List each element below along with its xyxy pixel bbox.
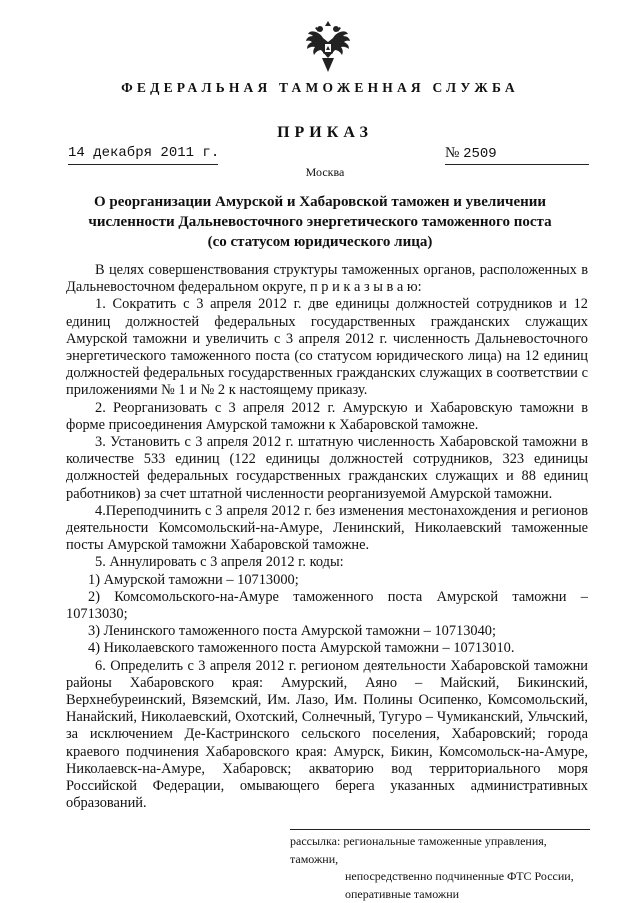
clause-5-item-2: 2) Комсомольского-на-Амуре таможенного поста Амурской таможни – 10713030; xyxy=(66,589,588,623)
title-line-1: О реорганизации Амурской и Хабаровской таможен и увеличении xyxy=(80,192,560,212)
distribution-divider xyxy=(290,829,590,830)
clause-1: 1. Сократить с 3 апреля 2012 г. две единицы должностей сотрудников и 12 единиц должностей федеральных государственных гражданских служащих Амурской таможни и увеличить с 3 апреля 2012 г. численность Дальневосточного энергетического таможенного поста (со статусом юридического лица) на 12 единиц должностей федеральных государственных гражданских служащих в соответствии с приложениями № 1 и № 2 к настоящему приказу. xyxy=(66,296,588,399)
title-line-2: численности Дальневосточного энергетического таможенного поста xyxy=(80,212,560,232)
distribution-label: рассылка: xyxy=(290,834,340,848)
title-line-3: (со статусом юридического лица) xyxy=(80,232,560,252)
issue-city: Москва xyxy=(0,165,640,180)
intro-paragraph: В целях совершенствования структуры таможенных органов, расположенных в Дальневосточном федеральном округе, п р и к а з ы в а ю: xyxy=(66,262,588,296)
order-number-value: 2509 xyxy=(463,146,497,162)
distribution-line-3: оперативные таможни xyxy=(290,886,590,903)
order-date: 14 декабря 2011 г. xyxy=(68,145,219,161)
order-title xyxy=(80,192,560,252)
clause-4: 4.Переподчинить с 3 апреля 2012 г. без изменения местонахождения и регионов деятельности Комсомольский-на-Амуре, Ленинский, Николаевский таможенные посты Амурской таможни Хабаровской таможне. xyxy=(66,503,588,555)
clause-3: 3. Установить с 3 апреля 2012 г. штатную численность Хабаровской таможни в количестве 533 единиц (122 единицы должностей сотрудников, 323 единицы должностей федеральных государственных гражданских служащих и 88 единиц работников) за счет штатной численности реорганизуемой Амурской таможни. xyxy=(66,434,588,503)
clause-5: 5. Аннулировать с 3 апреля 2012 г. коды: xyxy=(66,554,588,571)
clause-6: 6. Определить с 3 апреля 2012 г. регионом деятельности Хабаровской таможни районы Хабаровского края: Амурский, Аяно – Майский, Бикинский, Верхнебуреинский, Вяземский, Им. Лазо, Им. Полины Осипенко, Комсомольский, Нанайский, Николаевский, Охотский, Солнечный, Тугуро – Чумиканский, Ульчский, за исключением Де-Кастринского сельского поселения, Хабаровский; города краевого подчинения Хабаровского края: Амурск, Бикин, Комсомольск-на-Амуре, Николаевск-на-Амуре, Хабаровск; акваторию вод территориального моря Российской Федерации, омывающего берега указанных административных образований. xyxy=(66,658,588,813)
number-sign: № xyxy=(445,145,459,161)
clause-2: 2. Реорганизовать с 3 апреля 2012 г. Амурскую и Хабаровскую таможни в форме присоединения Амурской таможни к Хабаровской таможне. xyxy=(66,400,588,434)
agency-name: ФЕДЕРАЛЬНАЯ ТАМОЖЕННАЯ СЛУЖБА xyxy=(0,80,640,96)
distribution-list xyxy=(290,833,590,903)
clause-5-item-3: 3) Ленинского таможенного поста Амурской таможни – 10713040; xyxy=(66,623,588,640)
order-body xyxy=(66,262,588,813)
double-headed-eagle-emblem-icon xyxy=(305,20,351,74)
clause-5-item-1: 1) Амурской таможни – 10713000; xyxy=(66,572,588,589)
distribution-line-2: непосредственно подчиненные ФТС России, xyxy=(290,868,590,886)
distribution-line-1: региональные таможенные управления, таможни, xyxy=(290,834,547,866)
order-number xyxy=(445,145,497,162)
clause-5-item-4: 4) Николаевского таможенного поста Амурской таможни – 10713010. xyxy=(66,640,588,657)
document-type: ПРИКАЗ xyxy=(0,124,640,142)
